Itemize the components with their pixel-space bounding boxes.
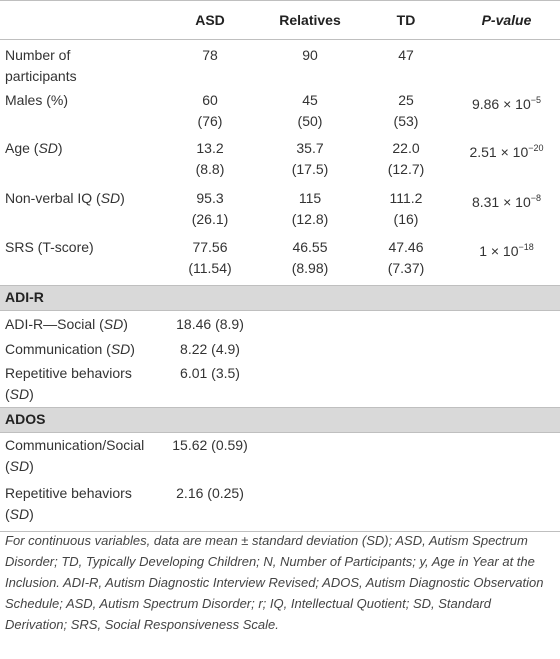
- asd-value: 95.3 (26.1): [191, 190, 229, 227]
- row-label: Communication (SD): [5, 341, 135, 357]
- row-label: Non-verbal IQ (SD): [5, 190, 125, 206]
- header-asd: ASD: [195, 12, 225, 28]
- relatives-value: 46.55 (8.98): [291, 239, 329, 276]
- td-value: 47: [398, 47, 414, 63]
- asd-value: 77.56 (11.54): [188, 239, 232, 276]
- asd-value: 8.22 (4.9): [180, 341, 240, 357]
- header-p-value-text: P-value: [481, 12, 532, 28]
- header-relatives: Relatives: [279, 12, 341, 28]
- asd-value: 78: [202, 47, 218, 63]
- p-value: $2.51 \times 10^{-20}$: [469, 143, 544, 160]
- row-label: ADI-R—Social (SD): [5, 316, 128, 332]
- p-value: $1 \times 10^{-18}$: [479, 242, 534, 259]
- asd-value: 13.2 (8.8): [195, 140, 225, 177]
- table-row: [0, 362, 560, 407]
- table-row: [0, 40, 560, 88]
- asd-value: 15.62 (0.59): [172, 437, 248, 453]
- section-title: ADI-R: [5, 289, 44, 305]
- row-label: Number of participants: [5, 47, 77, 84]
- asd-value: 6.01 (3.5): [180, 365, 240, 381]
- section-header-adir: [0, 285, 560, 311]
- p-value: $9.86 \times 10^{-5}$: [471, 95, 542, 112]
- header-row: [0, 1, 560, 39]
- td-value: 25 (53): [393, 92, 419, 129]
- table-row: [0, 337, 560, 362]
- row-label: Repetitive behaviors (SD): [5, 485, 132, 522]
- table-row: [0, 433, 560, 481]
- header-td: TD: [396, 12, 416, 28]
- table-row: [0, 186, 560, 235]
- asd-value: 18.46 (8.9): [176, 316, 244, 332]
- relatives-value: 115 (12.8): [291, 190, 329, 227]
- table-row: [0, 136, 560, 186]
- relatives-value: 45 (50): [297, 92, 323, 129]
- td-value: 22.0 (12.7): [387, 140, 425, 177]
- table-row: [0, 481, 560, 531]
- row-label: SRS (T-score): [5, 239, 94, 255]
- p-value: $8.31 \times 10^{-8}$: [471, 193, 542, 210]
- table-footnote: For continuous variables, data are mean ± standard deviation (SD); ASD, Autism Spectrum Disorder; TD, Typically Developing Children; N, Number of Participants; y, Age in Year at the Inclusion. ADI-R, Autism Diagnostic Interview Revised; ADOS, Autism Diagnostic Observation Schedule; ASD, Autism Spectrum Disorder; r; IQ, Intellectual Quotient; SD, Standard Derivation; SRS, Social Responsiveness Scale.: [5, 533, 544, 632]
- section-title: ADOS: [5, 411, 46, 427]
- asd-value: 2.16 (0.25): [176, 485, 244, 501]
- section-header-ados: [0, 407, 560, 433]
- table-row: [0, 311, 560, 337]
- td-value: 111.2 (16): [389, 190, 423, 227]
- asd-value: 60 (76): [197, 92, 223, 129]
- td-value: 47.46 (7.37): [387, 239, 425, 276]
- row-label: Repetitive behaviors (SD): [5, 365, 132, 402]
- table-row: [0, 235, 560, 285]
- header-p-value: [455, 10, 558, 31]
- row-label: Age (SD): [5, 140, 63, 156]
- relatives-value: 90: [302, 47, 318, 63]
- relatives-value: 35.7 (17.5): [291, 140, 329, 177]
- table-row: [0, 88, 560, 136]
- row-label: Males (%): [5, 92, 69, 108]
- row-label: Communication/Social (SD): [5, 437, 145, 474]
